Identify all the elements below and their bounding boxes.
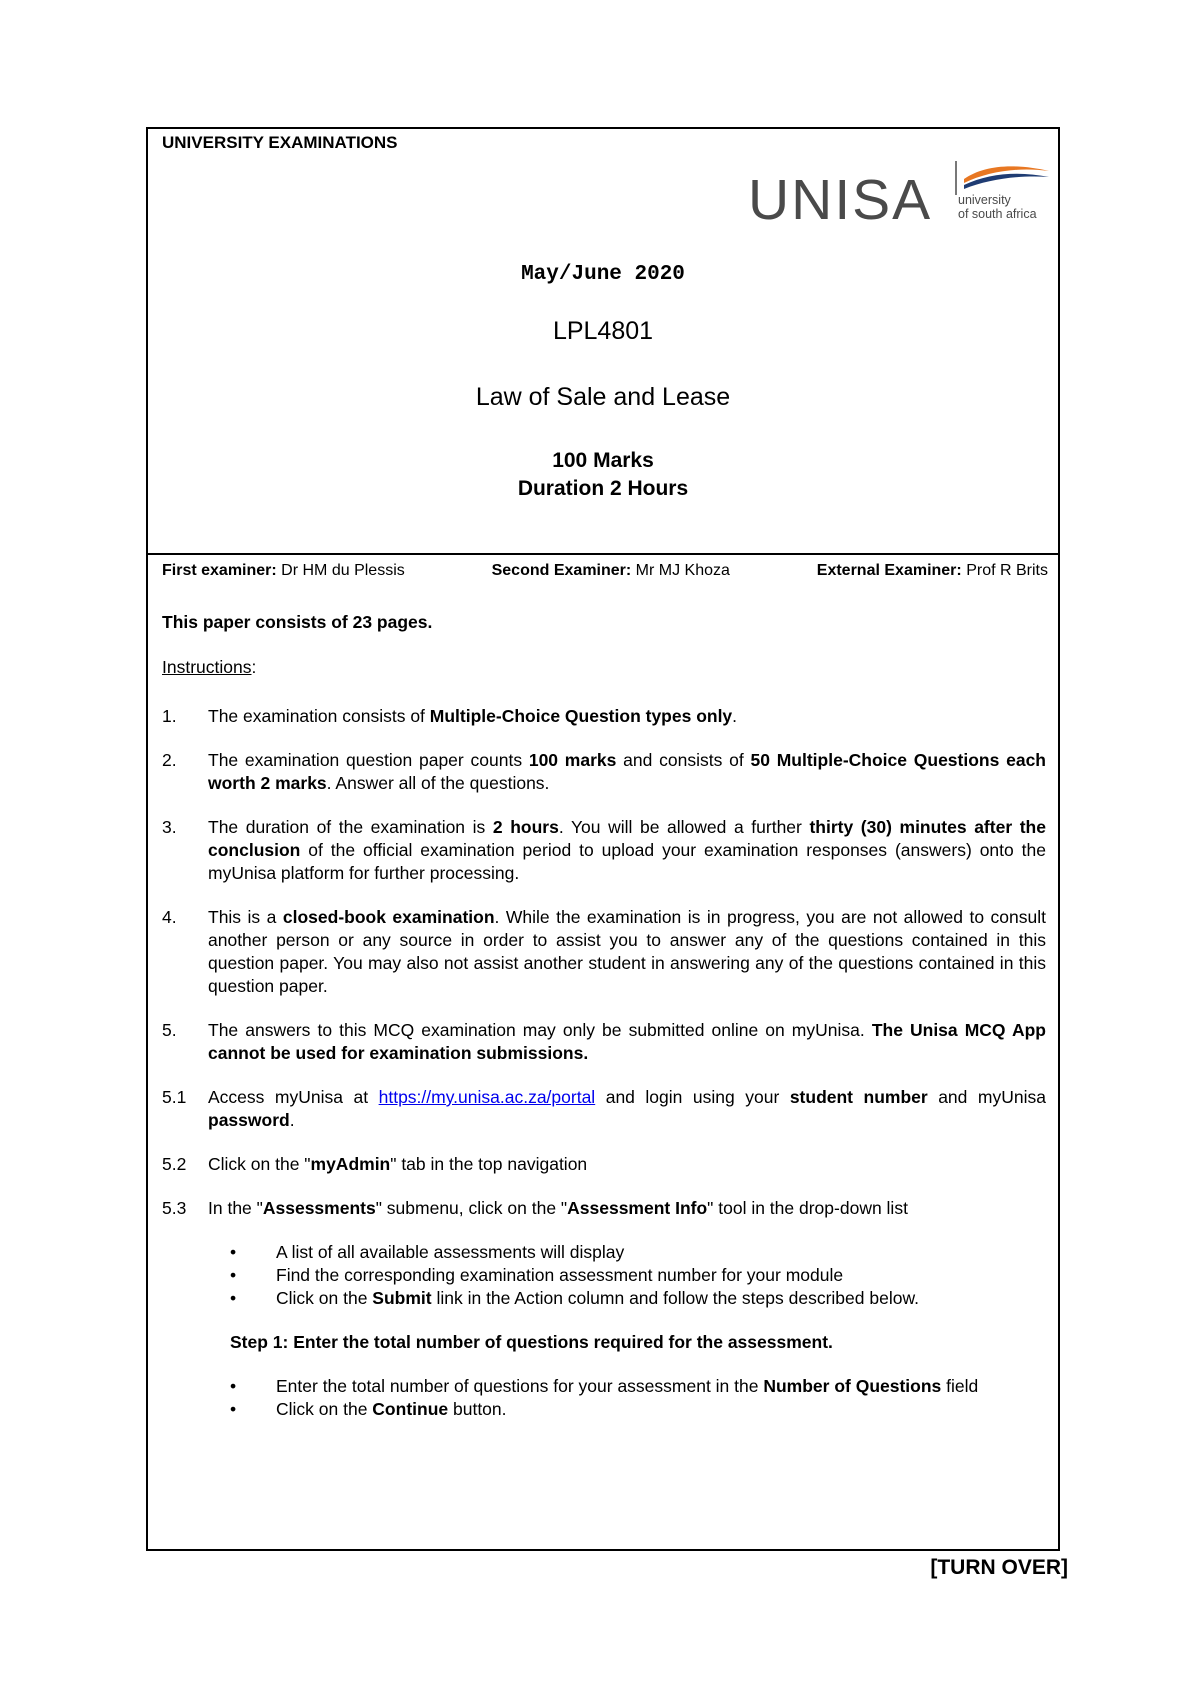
logo-swoosh-icon <box>954 161 1054 195</box>
logo-wordmark: UNISA <box>748 168 933 232</box>
instruction-1: 1. The examination consists of Multiple-Choice Question types only. <box>162 706 738 726</box>
instruction-5: 5. The answers to this MCQ examination may only be submitted online on myUnisa. The Unisa MCQ App cannot be used for examination submissions. <box>162 1020 1046 1063</box>
instruction-5-2: 5.2 Click on the "myAdmin" tab in the top navigation <box>162 1154 588 1174</box>
second-examiner: Second Examiner: Mr MJ Khoza <box>491 562 730 579</box>
instruction-5-3: 5.3 In the "Assessments" submenu, click on the "Assessment Info" tool in the drop-down list <box>162 1198 908 1218</box>
logo-sub-line-2: of south africa <box>958 207 1037 221</box>
bullet-list-2 <box>162 1375 1046 1421</box>
turn-over-label: [TURN OVER] <box>930 1556 1068 1579</box>
external-examiner: External Examiner: Prof R Brits <box>816 562 1048 579</box>
bullet-icon: • <box>230 1265 237 1285</box>
list-item: • A list of all available assessments will display <box>230 1242 625 1262</box>
module-title: Law of Sale and Lease <box>475 383 731 411</box>
instruction-4: 4. This is a closed-book examination. While the examination is in progress, you are not allowed to consult another person or any source in order to assist you to answer any of the questions contained in this question paper. You may also not assist another student in answering any of the questions contained in this question paper. <box>162 907 1047 996</box>
exam-date: May/June 2020 <box>521 263 685 286</box>
examiners-row <box>162 562 1048 580</box>
duration: Duration 2 Hours <box>517 477 689 500</box>
total-marks: 100 Marks <box>552 449 654 472</box>
instruction-5-1: 5.1 Access myUnisa at https://my.unisa.ac.za/portal and login using your student number and myUnisa password. <box>162 1087 1046 1130</box>
bullet-icon: • <box>230 1399 237 1419</box>
pages-note: This paper consists of 23 pages. <box>162 612 433 632</box>
list-item: • Click on the Submit link in the Action column and follow the steps described below. <box>230 1288 919 1308</box>
header-label: UNIVERSITY EXAMINATIONS <box>162 133 398 152</box>
logo-subtitle <box>958 193 1037 221</box>
step-1-heading: Step 1: Enter the total number of questions required for the assessment. <box>230 1332 833 1352</box>
instructions-body <box>162 611 1046 1442</box>
list-item: • Find the corresponding examination assessment number for your module <box>230 1265 844 1285</box>
marks-duration <box>148 447 1058 503</box>
list-item: • Enter the total number of questions for your assessment in the Number of Questions field <box>230 1376 979 1396</box>
section-divider <box>148 553 1058 555</box>
instruction-2: 2. The examination question paper counts 100 marks and consists of 50 Multiple-Choice Questions each worth 2 marks. Answer all of the questions. <box>162 750 1046 793</box>
first-examiner: First examiner: Dr HM du Plessis <box>162 562 405 579</box>
bullet-icon: • <box>230 1376 237 1396</box>
logo-sub-line-1: university <box>958 193 1011 207</box>
list-item: • Click on the Continue button. <box>230 1399 507 1419</box>
bullet-icon: • <box>230 1242 237 1262</box>
module-code: LPL4801 <box>552 317 654 345</box>
bullet-list-1 <box>162 1241 1046 1310</box>
exam-cover-frame <box>146 127 1060 1551</box>
instructions-heading: Instructions: <box>162 657 257 677</box>
unisa-logo <box>748 159 1200 232</box>
instruction-3: 3. The duration of the examination is 2 hours. You will be allowed a further thirty (30) minutes after the conclusion of the official examination period to upload your examination responses (answers) onto the myUnisa platform for further processing. <box>162 817 1046 883</box>
bullet-icon: • <box>230 1288 237 1308</box>
myunisa-portal-link[interactable]: https://my.unisa.ac.za/portal <box>378 1087 596 1107</box>
